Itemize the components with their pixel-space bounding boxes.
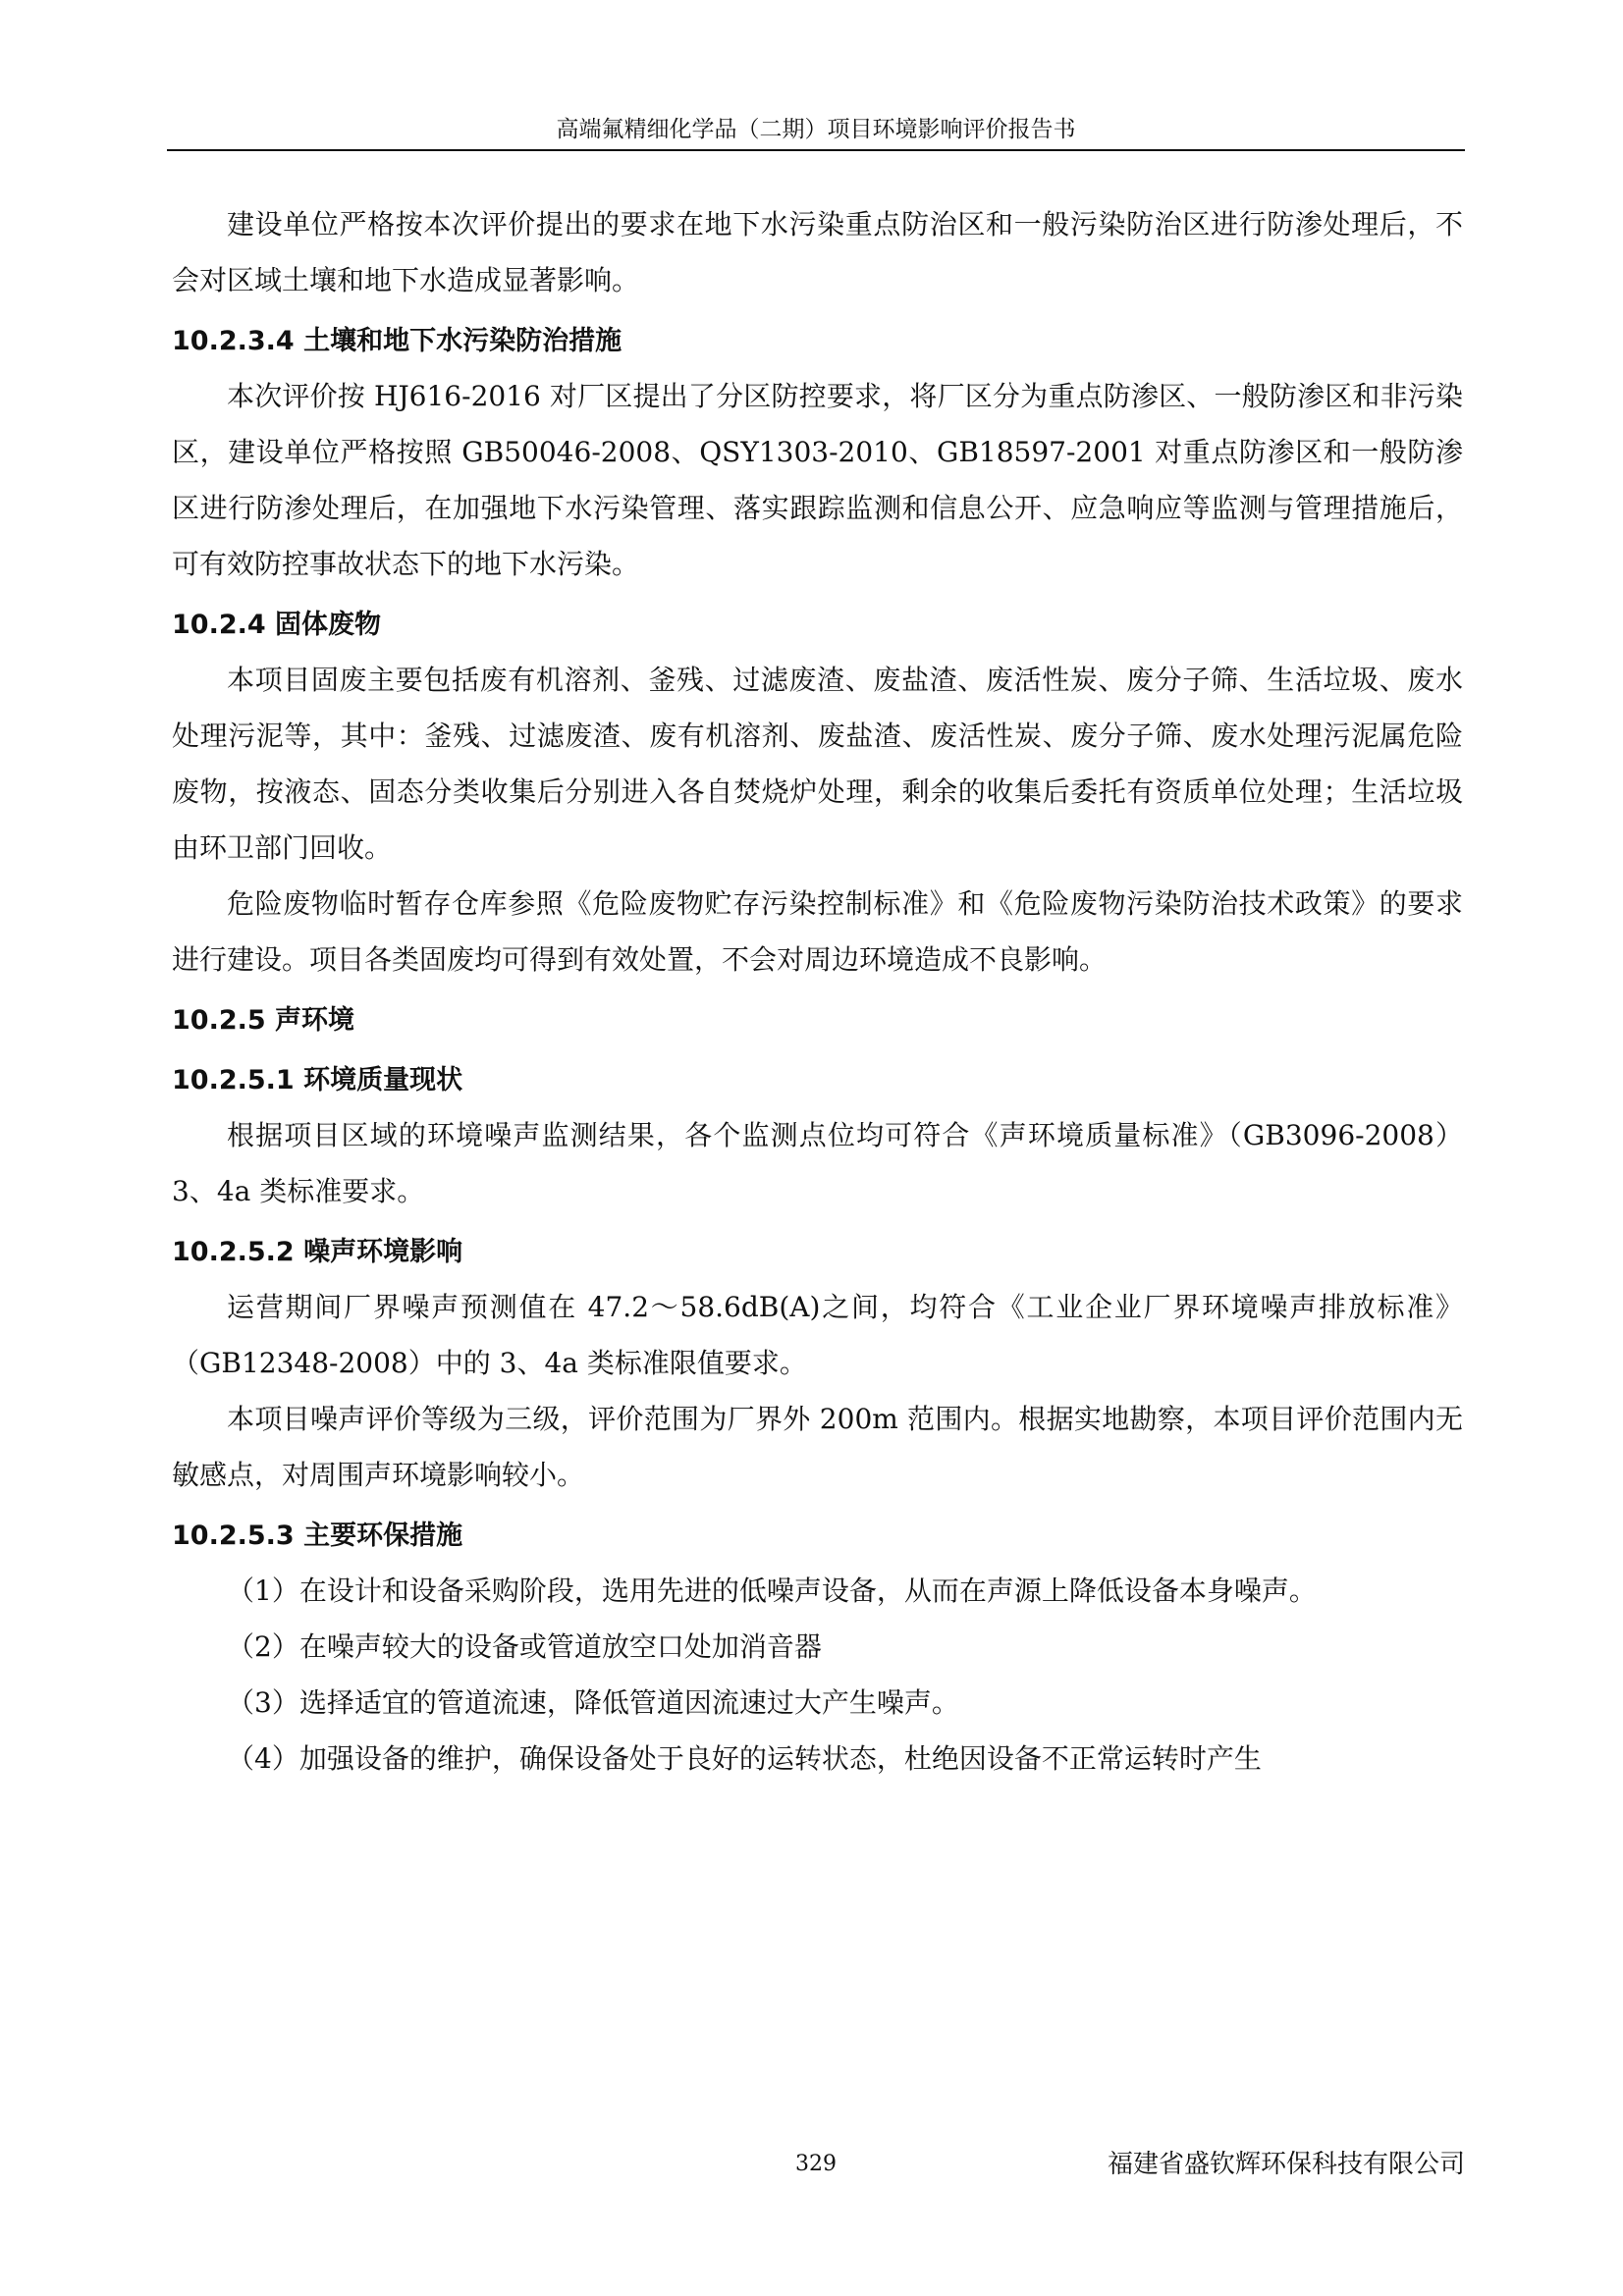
list-item: （1）在设计和设备采购阶段，选用先进的低噪声设备，从而在声源上降低设备本身噪声。 (227, 1575, 1317, 1607)
paragraph: 危险废物临时暂存仓库参照《危险废物贮存污染控制标准》和《危险废物污染防治技术政策》的要求进行建设。项目各类固废均可得到有效处置，不会对周边环境造成不良影响。 (172, 887, 1463, 976)
paragraph: 运营期间厂界噪声预测值在 47.2～58.6dB(A)之间，均符合《工业企业厂界环境噪声排放标准》（GB12348-2008）中的 3、4a 类标准限值要求。 (172, 1291, 1463, 1379)
section-heading: 10.2.3.4 土壤和地下水污染防治措施 (172, 326, 622, 356)
list-item: （3）选择适宜的管道流速，降低管道因流速过大产生噪声。 (227, 1686, 959, 1719)
paragraph: 根据项目区域的环境噪声监测结果，各个监测点位均可符合《声环境质量标准》（GB3096-2008）3、4a 类标准要求。 (172, 1119, 1463, 1207)
header-divider (167, 149, 1465, 151)
section-heading: 10.2.5.1 环境质量现状 (172, 1065, 463, 1095)
paragraph: 本次评价按 HJ616-2016 对厂区提出了分区防控要求，将厂区分为重点防渗区、一般防渗区和非污染区，建设单位严格按照 GB50046-2008、QSY1303-2010、GB18597-2001 对重点防渗区和一般防渗区进行防渗处理后，在加强地下水污染管理、落实跟踪监测和信息公开、应急响应等监测与管理措施后，可有效防控事故状态下的地下水污染。 (172, 380, 1463, 580)
list-item: （2）在噪声较大的设备或管道放空口处加消音器 (227, 1630, 822, 1663)
paragraph: 本项目固废主要包括废有机溶剂、釜残、过滤废渣、废盐渣、废活性炭、废分子筛、生活垃圾、废水处理污泥等，其中：釜残、过滤废渣、废有机溶剂、废盐渣、废活性炭、废分子筛、废水处理污泥属危险废物，按液态、固态分类收集后分别进入各自焚烧炉处理，剩余的收集后委托有资质单位处理；生活垃圾由环卫部门回收。 (172, 664, 1463, 864)
section-heading: 10.2.5.2 噪声环境影响 (172, 1237, 463, 1267)
paragraph: 建设单位严格按本次评价提出的要求在地下水污染重点防治区和一般污染防治区进行防渗处理后，不会对区域土壤和地下水造成显著影响。 (172, 208, 1463, 296)
document-body (172, 196, 1463, 1787)
running-header: 高端氟精细化学品（二期）项目环境影响评价报告书 (556, 117, 1076, 142)
section-heading: 10.2.5 声环境 (172, 1005, 355, 1036)
section-heading: 10.2.5.3 主要环保措施 (172, 1521, 463, 1551)
page-footer (167, 2145, 1465, 2184)
list-item: （4）加强设备的维护，确保设备处于良好的运转状态，杜绝因设备不正常运转时产生 (227, 1742, 1262, 1775)
paragraph: 本项目噪声评价等级为三级，评价范围为厂界外 200m 范围内。根据实地勘察，本项目评价范围内无敏感点，对周围声环境影响较小。 (172, 1403, 1463, 1491)
page-number: 329 (795, 2152, 837, 2176)
company-name: 福建省盛钦辉环保科技有限公司 (1107, 2150, 1465, 2179)
section-heading: 10.2.4 固体废物 (172, 610, 382, 640)
